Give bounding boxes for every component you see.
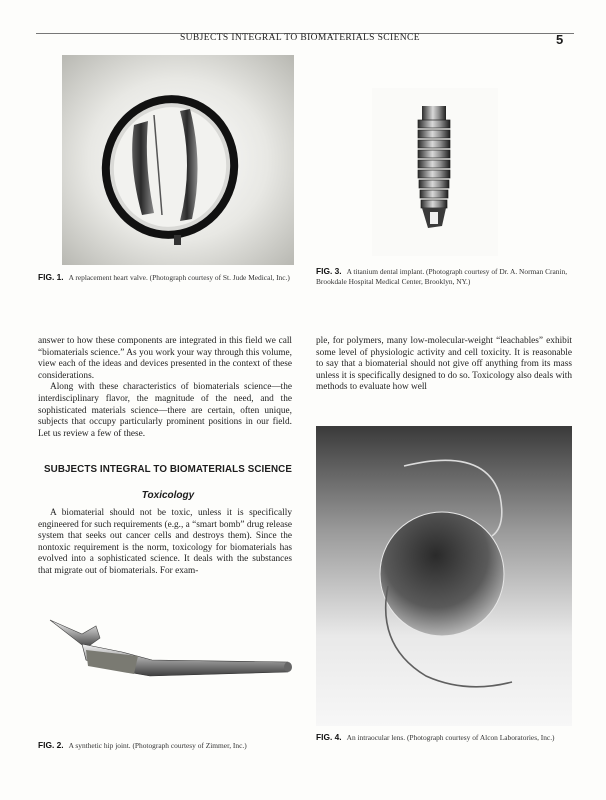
figure-1-label: FIG. 1. [38,272,64,282]
intraocular-lens-illustration [316,426,572,726]
left-column-upper [38,336,292,440]
subsection-heading: Toxicology [141,490,195,501]
figure-2-photo [42,604,292,700]
dental-implant-illustration [372,88,498,256]
running-head: SUBJECTS INTEGRAL TO BIOMATERIALS SCIENCE [179,33,421,43]
heart-valve-illustration [62,55,294,265]
figure-2-label: FIG. 2. [38,740,64,750]
paragraph: ple, for polymers, many low-molecular-weight “leachables” exhibit some level of physiologic activity and cell toxicity. It is reasonable to say that a biomaterial should not give off anything from its mass unless it is specifically designed to do so. Toxicology also deals with methods to evaluate how well [316,336,572,393]
left-column-lower [38,508,292,578]
figure-2-caption: FIG. 2. A synthetic hip joint. (Photograph courtesy of Zimmer, Inc.) [38,740,247,750]
figure-4-caption: FIG. 4. An intraocular lens. (Photograph courtesy of Alcon Laboratories, Inc.) [316,732,555,742]
figure-3-photo [372,88,498,256]
figure-3-caption: FIG. 3. A titanium dental implant. (Photograph courtesy of Dr. A. Norman Cranin, Brookdale Hospital Medical Center, Brooklyn, NY.) [316,266,568,286]
figure-1-photo [62,55,294,265]
figure-3-label: FIG. 3. [316,266,342,276]
section-heading: SUBJECTS INTEGRAL TO BIOMATERIALS SCIENCE [44,464,292,475]
page-number: 5 [556,32,564,47]
hip-joint-illustration [42,604,292,700]
figure-4-label: FIG. 4. [316,732,342,742]
paragraph: Along with these characteristics of biomaterials science—the interdisciplinary flavor, the magnitude of the need, and the sophisticated materials science—there are certain, often unique, subjects that occupy particularly prominent positions in our field. Let us review a few of these. [38,382,292,439]
paragraph: answer to how these components are integrated in this field we call “biomaterials science.” As you work your way through this volume, view each of the ideas and devices presented in the context of these considerations. [38,336,292,381]
right-column-text [316,336,572,394]
paragraph: A biomaterial should not be toxic, unless it is specifically engineered for such requirements (e.g., a “smart bomb” drug release system that seeks out cancer cells and destroys them). Since the nontoxic requirement is the norm, toxicology for biomaterials has evolved into a sophisticated science. It deals with the substances that migrate out of biomaterials. For exam- [38,508,293,576]
figure-1-caption: FIG. 1. A replacement heart valve. (Photograph courtesy of St. Jude Medical, Inc.) [38,272,290,282]
figure-4-photo [316,426,572,726]
